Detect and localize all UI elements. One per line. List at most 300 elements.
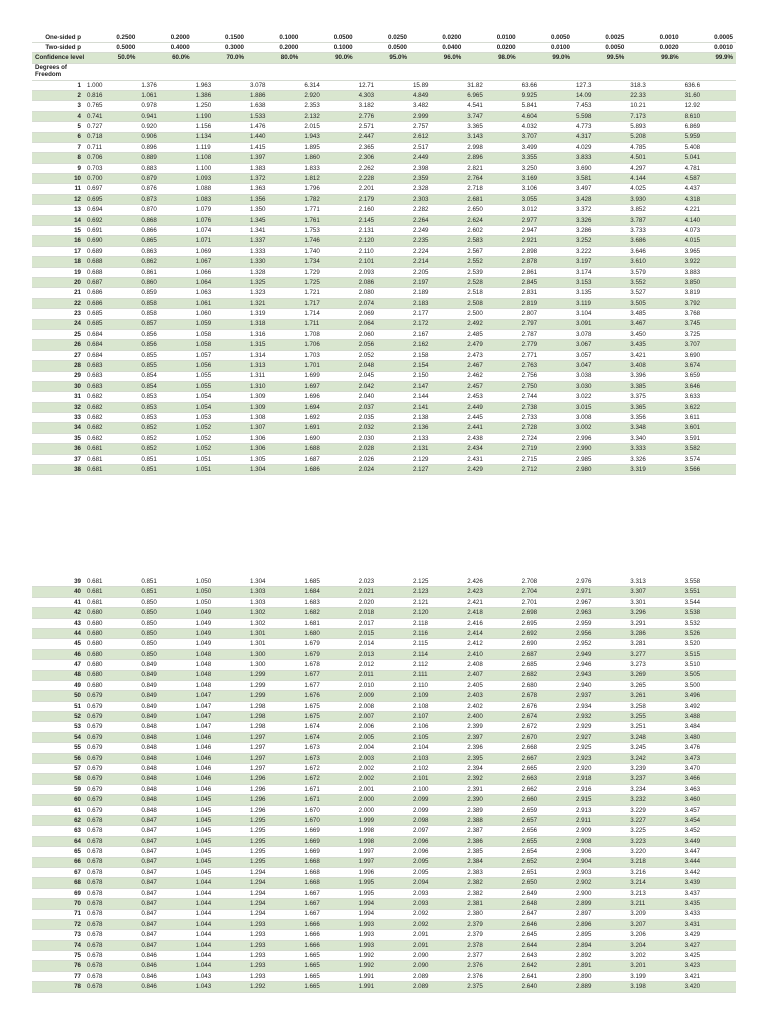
value-cell[interactable]: 2.105 bbox=[410, 732, 464, 742]
value-cell[interactable]: 2.952 bbox=[573, 639, 627, 649]
value-cell[interactable]: 1.725 bbox=[301, 277, 355, 287]
value-cell[interactable]: 1.043 bbox=[193, 982, 247, 992]
value-cell[interactable]: 2.395 bbox=[464, 753, 518, 763]
value-cell[interactable]: 2.976 bbox=[573, 577, 627, 587]
df-cell[interactable]: 11 bbox=[32, 184, 84, 194]
value-cell[interactable]: 1.995 bbox=[356, 878, 410, 888]
empty-cell[interactable] bbox=[519, 63, 573, 80]
value-cell[interactable]: 1.310 bbox=[247, 381, 301, 391]
value-cell[interactable]: 2.110 bbox=[410, 680, 464, 690]
value-cell[interactable]: 1.686 bbox=[301, 465, 355, 475]
value-cell[interactable]: 1.299 bbox=[247, 680, 301, 690]
value-cell[interactable]: 4.317 bbox=[573, 132, 627, 142]
value-cell[interactable]: 2.567 bbox=[464, 246, 518, 256]
value-cell[interactable]: 0.896 bbox=[138, 142, 192, 152]
value-cell[interactable]: 0.978 bbox=[138, 101, 192, 111]
df-cell[interactable]: 6 bbox=[32, 132, 84, 142]
value-cell[interactable]: 2.303 bbox=[410, 194, 464, 204]
value-cell[interactable]: 2.996 bbox=[573, 433, 627, 443]
value-cell[interactable]: 3.505 bbox=[627, 298, 681, 308]
df-cell[interactable]: 1 bbox=[32, 80, 84, 90]
value-cell[interactable]: 2.108 bbox=[410, 701, 464, 711]
value-cell[interactable]: 0.848 bbox=[138, 795, 192, 805]
value-cell[interactable]: 3.153 bbox=[573, 277, 627, 287]
value-cell[interactable]: 2.002 bbox=[356, 764, 410, 774]
value-cell[interactable]: 2.659 bbox=[519, 805, 573, 815]
value-cell[interactable]: 0.859 bbox=[138, 288, 192, 298]
value-cell[interactable]: 2.698 bbox=[519, 608, 573, 618]
value-cell[interactable]: 3.431 bbox=[682, 919, 736, 929]
header-cell[interactable]: 0.0200 bbox=[464, 43, 518, 53]
df-cell[interactable]: 35 bbox=[32, 433, 84, 443]
value-cell[interactable]: 2.947 bbox=[519, 226, 573, 236]
value-cell[interactable]: 1.812 bbox=[301, 174, 355, 184]
value-cell[interactable]: 2.104 bbox=[410, 743, 464, 753]
value-cell[interactable]: 4.029 bbox=[573, 142, 627, 152]
value-cell[interactable]: 2.114 bbox=[410, 649, 464, 659]
value-cell[interactable]: 3.245 bbox=[627, 743, 681, 753]
value-cell[interactable]: 1.297 bbox=[247, 764, 301, 774]
value-cell[interactable]: 4.221 bbox=[682, 205, 736, 215]
value-cell[interactable]: 1.294 bbox=[247, 909, 301, 919]
value-cell[interactable]: 0.847 bbox=[138, 930, 192, 940]
value-cell[interactable]: 3.229 bbox=[627, 805, 681, 815]
header-cell[interactable]: 0.1000 bbox=[301, 43, 355, 53]
value-cell[interactable]: 3.833 bbox=[573, 153, 627, 163]
value-cell[interactable]: 3.174 bbox=[573, 267, 627, 277]
value-cell[interactable]: 1.753 bbox=[301, 226, 355, 236]
df-cell[interactable]: 65 bbox=[32, 847, 84, 857]
value-cell[interactable]: 1.293 bbox=[247, 919, 301, 929]
value-cell[interactable]: 318.3 bbox=[627, 80, 681, 90]
value-cell[interactable]: 1.044 bbox=[193, 909, 247, 919]
header-cell[interactable]: 0.0010 bbox=[682, 43, 736, 53]
value-cell[interactable]: 0.688 bbox=[84, 257, 138, 267]
header-cell[interactable]: 99.5% bbox=[573, 53, 627, 63]
value-cell[interactable]: 3.457 bbox=[682, 805, 736, 815]
value-cell[interactable]: 1.688 bbox=[301, 444, 355, 454]
value-cell[interactable]: 3.143 bbox=[464, 132, 518, 142]
value-cell[interactable]: 3.198 bbox=[627, 982, 681, 992]
value-cell[interactable]: 0.848 bbox=[138, 732, 192, 742]
value-cell[interactable]: 1.296 bbox=[247, 795, 301, 805]
value-cell[interactable]: 2.647 bbox=[519, 909, 573, 919]
value-cell[interactable]: 0.860 bbox=[138, 277, 192, 287]
value-cell[interactable]: 0.678 bbox=[84, 940, 138, 950]
value-cell[interactable]: 2.648 bbox=[519, 899, 573, 909]
value-cell[interactable]: 1.681 bbox=[301, 618, 355, 628]
value-cell[interactable]: 1.992 bbox=[356, 951, 410, 961]
value-cell[interactable]: 1.665 bbox=[301, 982, 355, 992]
header-cell[interactable]: 95.0% bbox=[356, 53, 410, 63]
value-cell[interactable]: 2.896 bbox=[464, 153, 518, 163]
value-cell[interactable]: 2.111 bbox=[410, 670, 464, 680]
value-cell[interactable]: 3.209 bbox=[627, 909, 681, 919]
value-cell[interactable]: 2.724 bbox=[519, 433, 573, 443]
value-cell[interactable]: 1.298 bbox=[247, 701, 301, 711]
value-cell[interactable]: 0.681 bbox=[84, 597, 138, 607]
value-cell[interactable]: 1.668 bbox=[301, 878, 355, 888]
value-cell[interactable]: 0.920 bbox=[138, 122, 192, 132]
value-cell[interactable]: 0.847 bbox=[138, 836, 192, 846]
value-cell[interactable]: 2.020 bbox=[356, 597, 410, 607]
value-cell[interactable]: 1.044 bbox=[193, 899, 247, 909]
value-cell[interactable]: 2.909 bbox=[573, 826, 627, 836]
value-cell[interactable]: 4.318 bbox=[682, 194, 736, 204]
value-cell[interactable]: 1.680 bbox=[301, 628, 355, 638]
value-cell[interactable]: 1.679 bbox=[301, 649, 355, 659]
value-cell[interactable]: 1.050 bbox=[193, 587, 247, 597]
value-cell[interactable]: 0.906 bbox=[138, 132, 192, 142]
value-cell[interactable]: 2.643 bbox=[519, 951, 573, 961]
value-cell[interactable]: 2.963 bbox=[573, 608, 627, 618]
value-cell[interactable]: 1.677 bbox=[301, 680, 355, 690]
value-cell[interactable]: 1.714 bbox=[301, 309, 355, 319]
value-cell[interactable]: 2.624 bbox=[464, 215, 518, 225]
value-cell[interactable]: 1.672 bbox=[301, 764, 355, 774]
df-cell[interactable]: 78 bbox=[32, 982, 84, 992]
df-cell[interactable]: 71 bbox=[32, 909, 84, 919]
value-cell[interactable]: 0.678 bbox=[84, 857, 138, 867]
value-cell[interactable]: 3.277 bbox=[627, 649, 681, 659]
value-cell[interactable]: 0.847 bbox=[138, 888, 192, 898]
value-cell[interactable]: 0.865 bbox=[138, 236, 192, 246]
value-cell[interactable]: 2.672 bbox=[519, 722, 573, 732]
value-cell[interactable]: 2.092 bbox=[410, 909, 464, 919]
value-cell[interactable]: 1.669 bbox=[301, 826, 355, 836]
header-cell[interactable]: 0.0010 bbox=[627, 33, 681, 43]
value-cell[interactable]: 2.911 bbox=[573, 815, 627, 825]
value-cell[interactable]: 1.796 bbox=[301, 184, 355, 194]
value-cell[interactable]: 1.054 bbox=[193, 402, 247, 412]
value-cell[interactable]: 2.473 bbox=[464, 350, 518, 360]
value-cell[interactable]: 2.819 bbox=[519, 298, 573, 308]
df-cell[interactable]: 17 bbox=[32, 246, 84, 256]
value-cell[interactable]: 1.679 bbox=[301, 639, 355, 649]
value-cell[interactable]: 3.169 bbox=[519, 174, 573, 184]
value-cell[interactable]: 2.383 bbox=[464, 867, 518, 877]
value-cell[interactable]: 2.394 bbox=[464, 764, 518, 774]
value-cell[interactable]: 3.078 bbox=[573, 329, 627, 339]
value-cell[interactable]: 2.390 bbox=[464, 795, 518, 805]
value-cell[interactable]: 0.868 bbox=[138, 215, 192, 225]
value-cell[interactable]: 3.372 bbox=[573, 205, 627, 215]
value-cell[interactable]: 3.544 bbox=[682, 597, 736, 607]
value-cell[interactable]: 2.908 bbox=[573, 836, 627, 846]
value-cell[interactable]: 5.041 bbox=[682, 153, 736, 163]
value-cell[interactable]: 1.301 bbox=[247, 639, 301, 649]
header-cell[interactable]: 0.0050 bbox=[519, 33, 573, 43]
value-cell[interactable]: 1.045 bbox=[193, 836, 247, 846]
value-cell[interactable]: 2.457 bbox=[464, 381, 518, 391]
value-cell[interactable]: 2.485 bbox=[464, 329, 518, 339]
value-cell[interactable]: 1.666 bbox=[301, 930, 355, 940]
value-cell[interactable]: 3.527 bbox=[627, 288, 681, 298]
value-cell[interactable]: 2.112 bbox=[410, 660, 464, 670]
value-cell[interactable]: 1.058 bbox=[193, 329, 247, 339]
value-cell[interactable]: 2.365 bbox=[356, 142, 410, 152]
value-cell[interactable]: 3.237 bbox=[627, 774, 681, 784]
value-cell[interactable]: 0.855 bbox=[138, 361, 192, 371]
value-cell[interactable]: 1.734 bbox=[301, 257, 355, 267]
value-cell[interactable]: 2.878 bbox=[519, 257, 573, 267]
value-cell[interactable]: 2.011 bbox=[356, 670, 410, 680]
value-cell[interactable]: 0.848 bbox=[138, 784, 192, 794]
value-cell[interactable]: 1.998 bbox=[356, 836, 410, 846]
value-cell[interactable]: 1.053 bbox=[193, 413, 247, 423]
value-cell[interactable]: 1.309 bbox=[247, 402, 301, 412]
df-cell[interactable]: 58 bbox=[32, 774, 84, 784]
value-cell[interactable]: 2.144 bbox=[410, 392, 464, 402]
value-cell[interactable]: 3.340 bbox=[627, 433, 681, 443]
value-cell[interactable]: 2.116 bbox=[410, 628, 464, 638]
value-cell[interactable]: 1.372 bbox=[247, 174, 301, 184]
value-cell[interactable]: 1.051 bbox=[193, 465, 247, 475]
df-cell[interactable]: 45 bbox=[32, 639, 84, 649]
value-cell[interactable]: 2.651 bbox=[519, 867, 573, 877]
value-cell[interactable]: 0.847 bbox=[138, 909, 192, 919]
value-cell[interactable]: 2.094 bbox=[410, 878, 464, 888]
value-cell[interactable]: 4.781 bbox=[682, 163, 736, 173]
value-cell[interactable]: 3.500 bbox=[682, 680, 736, 690]
value-cell[interactable]: 2.378 bbox=[464, 940, 518, 950]
value-cell[interactable]: 1.666 bbox=[301, 919, 355, 929]
value-cell[interactable]: 1.045 bbox=[193, 795, 247, 805]
df-cell[interactable]: 33 bbox=[32, 413, 84, 423]
value-cell[interactable]: 2.915 bbox=[573, 795, 627, 805]
df-cell[interactable]: 30 bbox=[32, 381, 84, 391]
value-cell[interactable]: 1.999 bbox=[356, 815, 410, 825]
value-cell[interactable]: 0.680 bbox=[84, 660, 138, 670]
df-cell[interactable]: 63 bbox=[32, 826, 84, 836]
value-cell[interactable]: 1.682 bbox=[301, 608, 355, 618]
value-cell[interactable]: 1.318 bbox=[247, 319, 301, 329]
value-cell[interactable]: 1.156 bbox=[193, 122, 247, 132]
value-cell[interactable]: 1.069 bbox=[193, 246, 247, 256]
value-cell[interactable]: 0.866 bbox=[138, 226, 192, 236]
value-cell[interactable]: 2.138 bbox=[410, 413, 464, 423]
value-cell[interactable]: 3.365 bbox=[464, 122, 518, 132]
value-cell[interactable]: 2.001 bbox=[356, 784, 410, 794]
value-cell[interactable]: 14.09 bbox=[573, 90, 627, 100]
value-cell[interactable]: 2.015 bbox=[301, 122, 355, 132]
value-cell[interactable]: 1.687 bbox=[301, 454, 355, 464]
df-cell[interactable]: 4 bbox=[32, 111, 84, 121]
value-cell[interactable]: 2.892 bbox=[573, 951, 627, 961]
value-cell[interactable]: 3.674 bbox=[682, 361, 736, 371]
value-cell[interactable]: 1.670 bbox=[301, 805, 355, 815]
value-cell[interactable]: 2.096 bbox=[410, 836, 464, 846]
value-cell[interactable]: 2.990 bbox=[573, 444, 627, 454]
value-cell[interactable]: 3.239 bbox=[627, 764, 681, 774]
value-cell[interactable]: 3.206 bbox=[627, 930, 681, 940]
value-cell[interactable]: 3.463 bbox=[682, 784, 736, 794]
value-cell[interactable]: 1.304 bbox=[247, 465, 301, 475]
value-cell[interactable]: 2.098 bbox=[410, 815, 464, 825]
value-cell[interactable]: 0.680 bbox=[84, 628, 138, 638]
value-cell[interactable]: 1.045 bbox=[193, 805, 247, 815]
value-cell[interactable]: 1.386 bbox=[193, 90, 247, 100]
value-cell[interactable]: 2.101 bbox=[410, 774, 464, 784]
value-cell[interactable]: 2.150 bbox=[410, 371, 464, 381]
value-cell[interactable]: 2.656 bbox=[519, 826, 573, 836]
value-cell[interactable]: 0.862 bbox=[138, 257, 192, 267]
value-cell[interactable]: 2.386 bbox=[464, 836, 518, 846]
value-cell[interactable]: 1.054 bbox=[193, 392, 247, 402]
value-cell[interactable]: 2.449 bbox=[464, 402, 518, 412]
value-cell[interactable]: 3.273 bbox=[627, 660, 681, 670]
value-cell[interactable]: 3.222 bbox=[573, 246, 627, 256]
value-cell[interactable]: 0.848 bbox=[138, 753, 192, 763]
value-cell[interactable]: 0.851 bbox=[138, 465, 192, 475]
value-cell[interactable]: 0.856 bbox=[138, 329, 192, 339]
value-cell[interactable]: 1.045 bbox=[193, 847, 247, 857]
value-cell[interactable]: 2.421 bbox=[464, 597, 518, 607]
value-cell[interactable]: 3.435 bbox=[627, 340, 681, 350]
value-cell[interactable]: 2.528 bbox=[464, 277, 518, 287]
value-cell[interactable]: 2.376 bbox=[464, 971, 518, 981]
value-cell[interactable]: 1.055 bbox=[193, 371, 247, 381]
header-cell[interactable]: 99.0% bbox=[519, 53, 573, 63]
value-cell[interactable]: 3.460 bbox=[682, 795, 736, 805]
value-cell[interactable]: 1.071 bbox=[193, 236, 247, 246]
value-cell[interactable]: 0.678 bbox=[84, 971, 138, 981]
value-cell[interactable]: 2.387 bbox=[464, 826, 518, 836]
value-cell[interactable]: 2.093 bbox=[410, 888, 464, 898]
df-cell[interactable]: 26 bbox=[32, 340, 84, 350]
value-cell[interactable]: 2.167 bbox=[410, 329, 464, 339]
value-cell[interactable]: 2.429 bbox=[464, 465, 518, 475]
value-cell[interactable]: 1.328 bbox=[247, 267, 301, 277]
value-cell[interactable]: 3.473 bbox=[682, 753, 736, 763]
value-cell[interactable]: 2.103 bbox=[410, 753, 464, 763]
df-cell[interactable]: 2 bbox=[32, 90, 84, 100]
value-cell[interactable]: 2.920 bbox=[301, 90, 355, 100]
value-cell[interactable]: 0.718 bbox=[84, 132, 138, 142]
value-cell[interactable]: 3.214 bbox=[627, 878, 681, 888]
value-cell[interactable]: 3.135 bbox=[573, 288, 627, 298]
value-cell[interactable]: 0.679 bbox=[84, 805, 138, 815]
value-cell[interactable]: 3.439 bbox=[682, 878, 736, 888]
value-cell[interactable]: 2.645 bbox=[519, 930, 573, 940]
value-cell[interactable]: 2.013 bbox=[356, 649, 410, 659]
value-cell[interactable]: 3.850 bbox=[682, 277, 736, 287]
value-cell[interactable]: 0.848 bbox=[138, 805, 192, 815]
value-cell[interactable]: 2.602 bbox=[464, 226, 518, 236]
value-cell[interactable]: 2.956 bbox=[573, 628, 627, 638]
value-cell[interactable]: 22.33 bbox=[627, 90, 681, 100]
value-cell[interactable]: 3.792 bbox=[682, 298, 736, 308]
value-cell[interactable]: 0.682 bbox=[84, 392, 138, 402]
value-cell[interactable]: 1.067 bbox=[193, 257, 247, 267]
empty-cell[interactable] bbox=[193, 63, 247, 80]
value-cell[interactable]: 2.889 bbox=[573, 982, 627, 992]
value-cell[interactable]: 0.679 bbox=[84, 732, 138, 742]
value-cell[interactable]: 6.314 bbox=[301, 80, 355, 90]
value-cell[interactable]: 0.679 bbox=[84, 795, 138, 805]
value-cell[interactable]: 3.437 bbox=[682, 888, 736, 898]
df-cell[interactable]: 10 bbox=[32, 174, 84, 184]
value-cell[interactable]: 3.690 bbox=[682, 350, 736, 360]
value-cell[interactable]: 1.673 bbox=[301, 743, 355, 753]
value-cell[interactable]: 2.106 bbox=[410, 722, 464, 732]
value-cell[interactable]: 3.248 bbox=[627, 732, 681, 742]
header-label[interactable]: Two-sided p bbox=[32, 43, 84, 53]
value-cell[interactable]: 0.883 bbox=[138, 163, 192, 173]
value-cell[interactable]: 1.100 bbox=[193, 163, 247, 173]
value-cell[interactable]: 1.296 bbox=[247, 774, 301, 784]
value-cell[interactable]: 3.365 bbox=[627, 402, 681, 412]
value-cell[interactable]: 1.993 bbox=[356, 919, 410, 929]
value-cell[interactable]: 0.850 bbox=[138, 608, 192, 618]
value-cell[interactable]: 2.918 bbox=[573, 774, 627, 784]
header-cell[interactable]: 0.2000 bbox=[138, 33, 192, 43]
value-cell[interactable]: 0.678 bbox=[84, 867, 138, 877]
value-cell[interactable]: 2.102 bbox=[410, 764, 464, 774]
value-cell[interactable]: 3.286 bbox=[627, 628, 681, 638]
value-cell[interactable]: 2.177 bbox=[410, 309, 464, 319]
value-cell[interactable]: 1.895 bbox=[301, 142, 355, 152]
df-cell[interactable]: 54 bbox=[32, 732, 84, 742]
value-cell[interactable]: 1.383 bbox=[247, 163, 301, 173]
value-cell[interactable]: 2.101 bbox=[356, 257, 410, 267]
value-cell[interactable]: 2.201 bbox=[356, 184, 410, 194]
value-cell[interactable]: 1.309 bbox=[247, 392, 301, 402]
value-cell[interactable]: 2.508 bbox=[464, 298, 518, 308]
value-cell[interactable]: 1.692 bbox=[301, 413, 355, 423]
value-cell[interactable]: 6.869 bbox=[682, 122, 736, 132]
value-cell[interactable]: 4.587 bbox=[682, 174, 736, 184]
value-cell[interactable]: 1.052 bbox=[193, 433, 247, 443]
header-cell[interactable]: 0.1500 bbox=[193, 33, 247, 43]
value-cell[interactable]: 3.611 bbox=[682, 413, 736, 423]
value-cell[interactable]: 2.445 bbox=[464, 413, 518, 423]
value-cell[interactable]: 3.204 bbox=[627, 940, 681, 950]
value-cell[interactable]: 3.707 bbox=[682, 340, 736, 350]
value-cell[interactable]: 1.993 bbox=[356, 940, 410, 950]
value-cell[interactable]: 0.849 bbox=[138, 680, 192, 690]
value-cell[interactable]: 1.050 bbox=[193, 577, 247, 587]
value-cell[interactable]: 1.298 bbox=[247, 722, 301, 732]
value-cell[interactable]: 3.646 bbox=[682, 381, 736, 391]
value-cell[interactable]: 1.694 bbox=[301, 402, 355, 412]
value-cell[interactable]: 1.665 bbox=[301, 961, 355, 971]
value-cell[interactable]: 2.831 bbox=[519, 288, 573, 298]
value-cell[interactable]: 1.303 bbox=[247, 587, 301, 597]
value-cell[interactable]: 0.678 bbox=[84, 847, 138, 857]
value-cell[interactable]: 2.426 bbox=[464, 577, 518, 587]
value-cell[interactable]: 2.946 bbox=[573, 660, 627, 670]
value-cell[interactable]: 0.849 bbox=[138, 712, 192, 722]
df-cell[interactable]: 19 bbox=[32, 267, 84, 277]
value-cell[interactable]: 3.510 bbox=[682, 660, 736, 670]
value-cell[interactable]: 4.849 bbox=[410, 90, 464, 100]
df-cell[interactable]: 56 bbox=[32, 753, 84, 763]
value-cell[interactable]: 2.264 bbox=[410, 215, 464, 225]
value-cell[interactable]: 1.295 bbox=[247, 815, 301, 825]
header-cell[interactable]: 60.0% bbox=[138, 53, 192, 63]
value-cell[interactable]: 3.484 bbox=[682, 722, 736, 732]
value-cell[interactable]: 2.092 bbox=[410, 919, 464, 929]
value-cell[interactable]: 1.996 bbox=[356, 867, 410, 877]
value-cell[interactable]: 2.708 bbox=[519, 577, 573, 587]
value-cell[interactable]: 1.043 bbox=[193, 971, 247, 981]
value-cell[interactable]: 2.845 bbox=[519, 277, 573, 287]
df-cell[interactable]: 46 bbox=[32, 649, 84, 659]
value-cell[interactable]: 1.119 bbox=[193, 142, 247, 152]
value-cell[interactable]: 1.049 bbox=[193, 608, 247, 618]
value-cell[interactable]: 2.949 bbox=[573, 649, 627, 659]
